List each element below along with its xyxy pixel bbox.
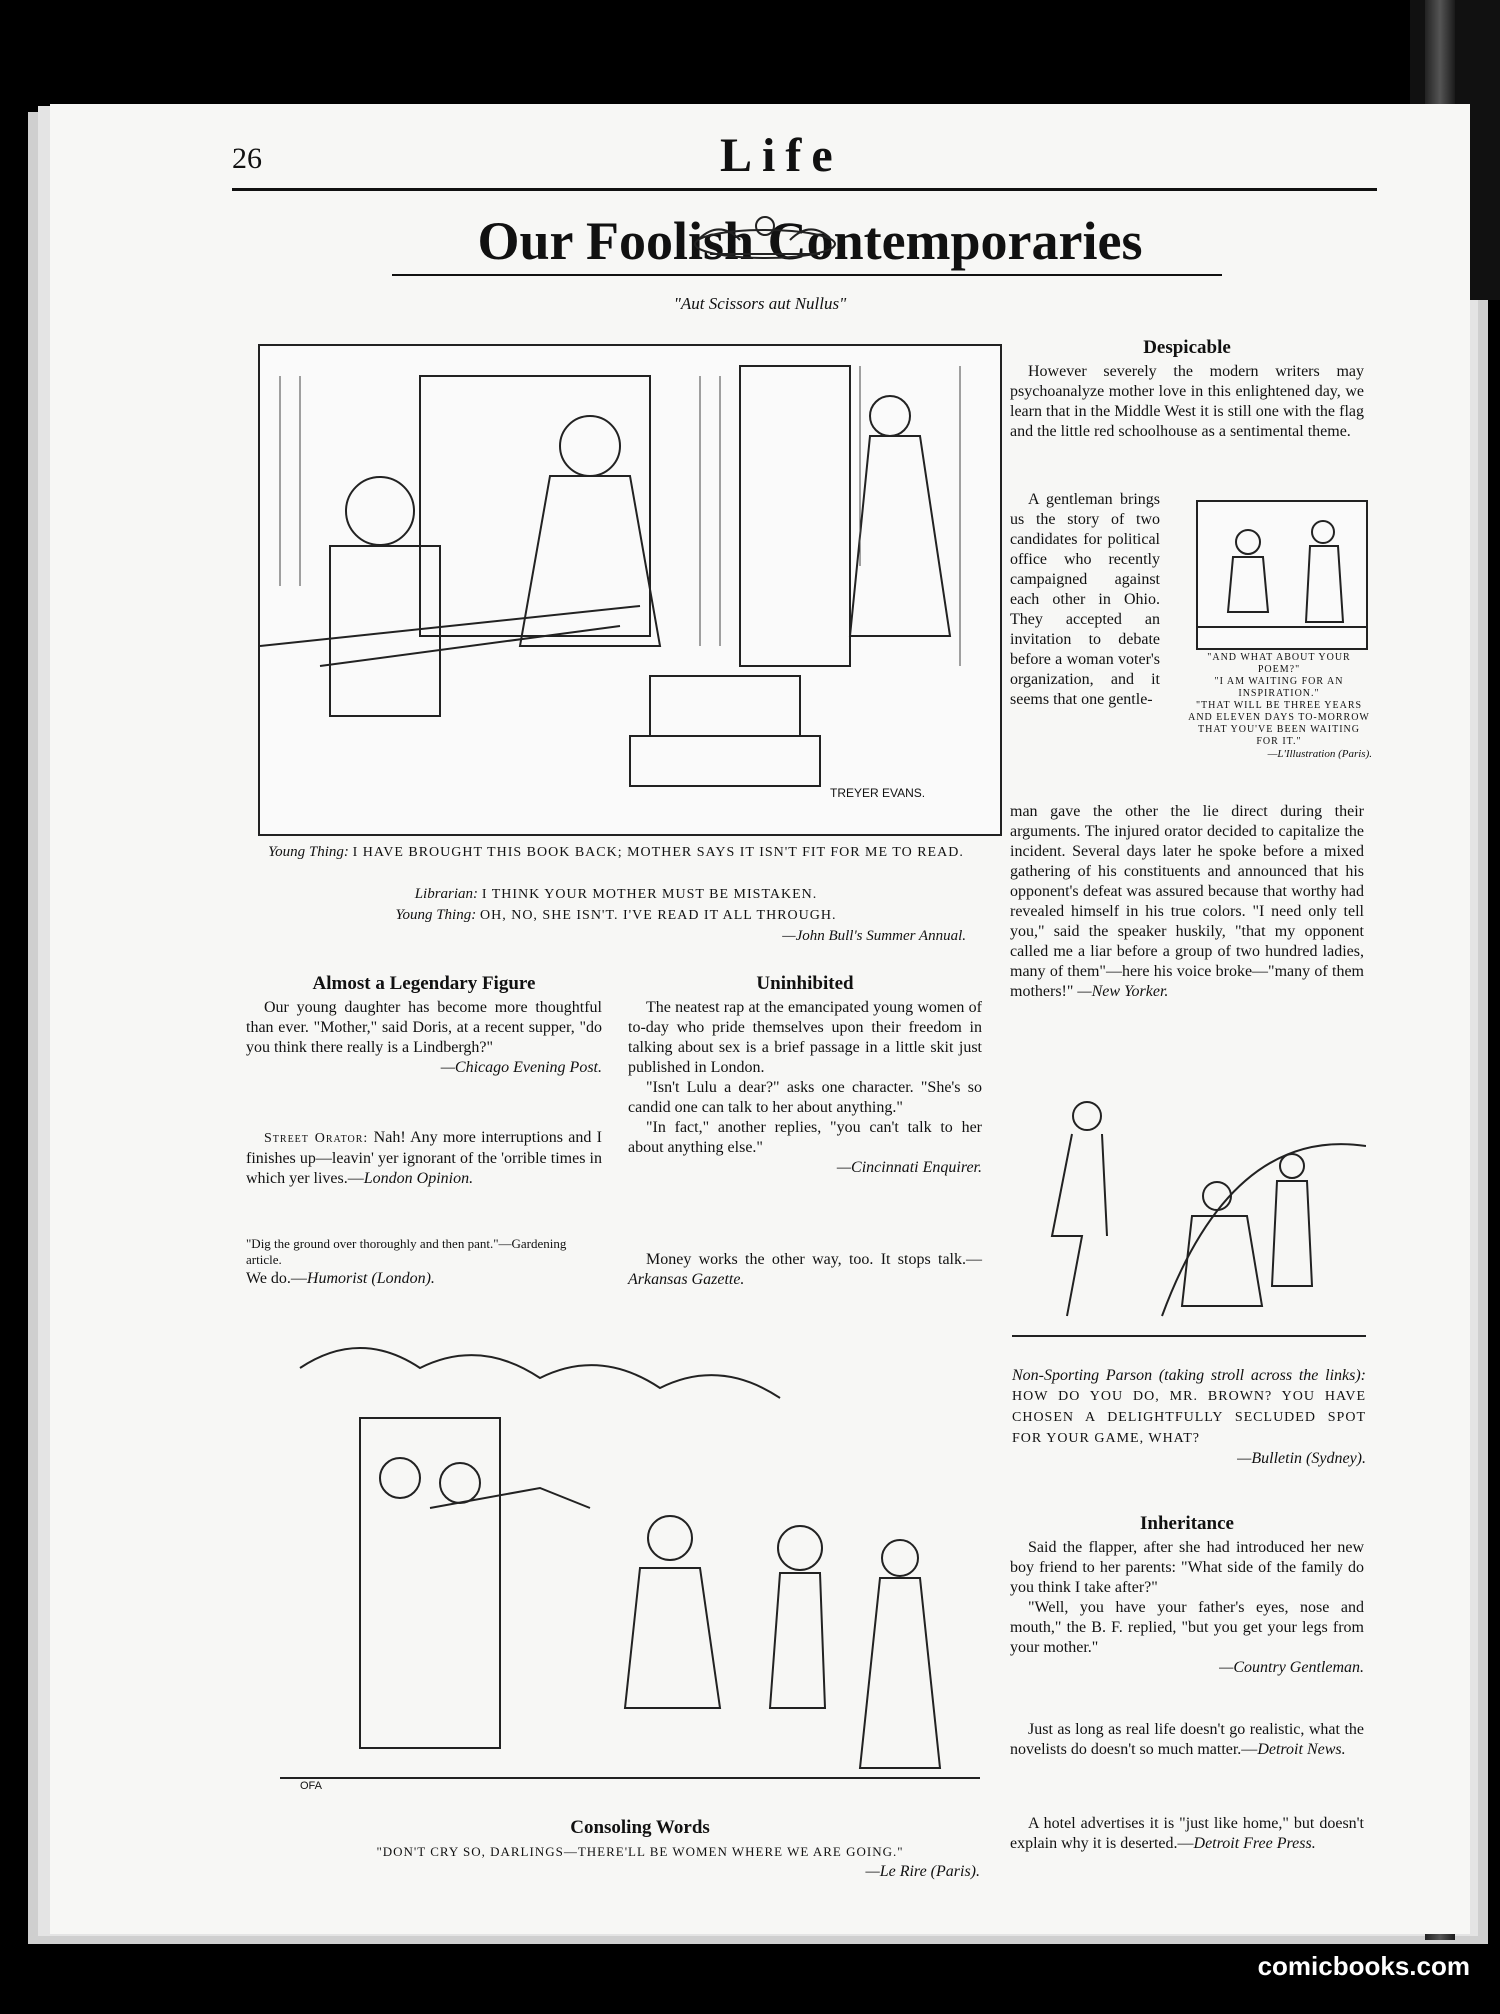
caption-text: I THINK YOUR MOTHER MUST BE MISTAKEN.: [481, 887, 818, 902]
hotel-item: A hotel advertises it is "just like home," but doesn't explain why it is deserted.—Detroit Free Press.: [1010, 1815, 1364, 1852]
department-title: Our Foolish Contemporaries: [477, 211, 1143, 271]
library-caption-3: [246, 905, 986, 926]
caption-text: I HAVE BROUGHT THIS BOOK BACK; MOTHER SAYS IT ISN'T FIT FOR ME TO READ.: [352, 845, 964, 860]
train-cartoon: [280, 1308, 980, 1808]
uninhibited-article: Uninhibited The neatest rap at the emancipated young women of to-day who pride themselves upon their freedom in talking about sex is a brief passage in a little skit just published in London. "Isn't Lulu a dear?" asks one character. "She's so candid one can talk to her about anything." "In fact," another replies, "you can't talk to her about anything else." —Cincinnati Enquirer.: [628, 973, 982, 1176]
library-cartoon: [258, 344, 1002, 836]
real-life-item: Just as long as real life doesn't go realistic, what the novelists do doesn't so much matter.—Detroit News.: [1010, 1721, 1364, 1758]
inheritance-title: Inheritance: [1140, 1513, 1234, 1534]
library-source: —John Bull's Summer Annual.: [782, 928, 966, 944]
page-number: 26: [232, 142, 262, 175]
money-item: Money works the other way, too. It stops talk.—Arkansas Gazette.: [628, 1251, 982, 1288]
despicable-narrow-column: [1010, 490, 1160, 710]
poet-cartoon: [1196, 500, 1368, 650]
poet-cartoon-caption: "AND WHAT ABOUT YOUR POEM?" "I AM WAITING FOR AN INSPIRATION." "THAT WILL BE THREE YEARS AND ELEVEN DAYS TO-MORROW THAT YOU'VE BEEN WAITING FOR IT." —L'Illustration (Paris).: [1188, 652, 1372, 760]
despicable-continued: [1010, 802, 1364, 1002]
caption-text: OH, NO, SHE ISN'T. I'VE READ IT ALL THROUGH.: [479, 908, 837, 923]
despicable-source: —New Yorker.: [1077, 983, 1169, 1000]
orator-item: Street Orator: Nah! Any more interruptions and I finishes up—leavin' yer ignorant of the 'orrible times in which yer lives.—London Opinion.: [246, 1129, 603, 1187]
inheritance-article: Inheritance Said the flapper, after she had introduced her new boy friend to her parents: "What side of the family do you think I take after?" "Well, you have your father's eyes, nose and mouth," the B. F. replied, "but you get your legs from your mother." —Country Gentleman.: [1010, 1513, 1364, 1676]
consoling-title: Consoling Words: [570, 1817, 710, 1838]
parson-source: —Bulletin (Sydney).: [1237, 1450, 1366, 1467]
library-caption-2: [246, 884, 986, 905]
speaker-young-thing: Young Thing:: [395, 907, 477, 923]
despicable-title: Despicable: [1143, 337, 1231, 358]
uninhibited-source: —Cincinnati Enquirer.: [836, 1159, 982, 1176]
cartoon-signature: TREYER EVANS.: [830, 786, 926, 800]
despicable-article: [1010, 338, 1364, 442]
legendary-article: Almost a Legendary Figure Our young daughter has become more thoughtful than ever. "Mother," said Doris, at a recent supper, "do you think there really is a Lindbergh?" —Chicago Evening Post.: [246, 973, 602, 1076]
department-motto: "Aut Scissors aut Nullus": [673, 294, 847, 313]
despicable-paragraph: A gentleman brings us the story of two candidates for political office who recently campaigned against each other in Ohio. They accepted an invitation to debate before a woman voter's organization, and it seems that one gentle-: [1010, 491, 1160, 708]
speaker-young-thing: Young Thing:: [268, 844, 349, 860]
train-cartoon-signature: OFA: [300, 1780, 323, 1792]
consoling-article: Consoling Words "DON'T CRY SO, DARLINGS—THERE'LL BE WOMEN WHERE WE ARE GOING." —Le Rire (Paris).: [300, 1818, 980, 1882]
garden-item: "Dig the ground over thoroughly and then pant."—Gardening article. We do.—Humorist (London).: [246, 1236, 567, 1287]
uninhibited-title: Uninhibited: [756, 973, 854, 994]
department-rule: [392, 274, 1222, 276]
site-watermark: comicbooks.com: [1257, 1951, 1470, 1981]
inheritance-source: —Country Gentleman.: [1219, 1659, 1364, 1676]
magazine-title: Life: [720, 129, 843, 182]
parson-caption: Non-Sporting Parson (taking stroll across the links): HOW DO YOU DO, MR. BROWN? YOU HAVE CHOSEN A DELIGHTFULLY SECLUDED SPOT FOR YOUR GAME, WHAT? —Bulletin (Sydney).: [1012, 1367, 1366, 1467]
cherub-ornament: [680, 210, 850, 268]
legendary-title: Almost a Legendary Figure: [312, 973, 536, 994]
despicable-paragraph: However severely the modern writers may psychoanalyze mother love in this enlightened day, we learn that in the Middle West it is still one with the flag and the little red schoolhouse as a sentimental theme.: [1010, 363, 1364, 440]
legendary-source: —Chicago Evening Post.: [440, 1059, 602, 1076]
golf-cartoon: [1012, 1086, 1366, 1364]
consoling-source: —Le Rire (Paris).: [865, 1863, 980, 1880]
library-caption-1: [246, 842, 986, 863]
despicable-paragraph: man gave the other the lie direct during their arguments. The injured orator decided to capitalize the incident. Several days later he spoke before a mixed gathering of his constituents and announced that his opponent's defeat was assured because that worthy had revealed himself in his true colors. "I need only tell you," said the speaker huskily, "that my opponent called me a liar before a group of two hundred ladies, many of them"—here his voice broke—"many of them mothers!" —New Yorker.: [1010, 803, 1364, 1000]
speaker-librarian: Librarian:: [414, 886, 479, 902]
header-rule: [232, 188, 1377, 191]
